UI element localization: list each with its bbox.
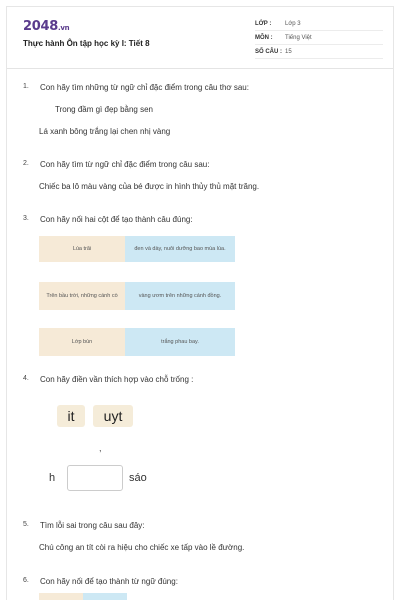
blank-suffix: sáo: [129, 472, 147, 484]
poem-line-2: Lá xanh bông trắng lại chen nhị vàng: [39, 127, 171, 136]
meta-subject: MÔN : Tiếng Việt: [255, 31, 383, 45]
match-right-3[interactable]: trắng phau bay.: [125, 328, 235, 356]
match-right-q6[interactable]: [83, 593, 127, 600]
meta-question-count: SỐ CÂU : 15: [255, 45, 383, 59]
page-title: Thực hành Ôn tập học kỳ I: Tiết 8: [23, 39, 150, 48]
tile-it[interactable]: it: [57, 405, 85, 427]
match-left-2[interactable]: Trên bầu trời, những cánh cò: [39, 282, 125, 310]
worksheet: 2048.vn Thực hành Ôn tập học kỳ I: Tiết 8 LỚP : Lớp 3 MÔN : Tiếng Việt SỐ CÂU : 15 1. Con hãy tìm những từ ngữ chỉ đặc điểm trong câu thơ sau: Trong đầm gì đẹp bằng sen Lá xanh bông trắng lại chen nhị vàng 2. Con hãy tìm từ ngữ chỉ đặc điểm trong câu sau: Chiếc ba lô màu vàng của bé được in hình thủy thủ mặt trăng. 3. Con hãy nối hai cột để tạo thành câu đúng: Lúa trãi đen và dày, nuôi dưỡng bao mùa lúa. Trên bầu trời, những cánh cò vàng ươm trên những cánh đồng. Lớp bùn trắng phau bay. 4. Con hãy điền vần thích hợp vào chỗ trống : it uyt , h sáo 5. Tìm lỗi sai trong câu sau đây: Chú công an tít còi ra hiệu cho chiếc xe tấp vào lề đường. 6. Con hãy nối để tạo thành từ ngữ đúng:: [6, 6, 394, 600]
logo: 2048.vn: [23, 19, 70, 34]
sentence-q5: Chú công an tít còi ra hiệu cho chiếc xe tấp vào lề đường.: [39, 543, 245, 552]
poem-line-1: Trong đầm gì đẹp bằng sen: [55, 105, 153, 114]
match-left-3[interactable]: Lớp bùn: [39, 328, 125, 356]
blank-input[interactable]: [67, 465, 123, 491]
match-right-1[interactable]: đen và dày, nuôi dưỡng bao mùa lúa.: [125, 236, 235, 262]
worksheet-header: [7, 7, 393, 69]
match-left-1[interactable]: Lúa trãi: [39, 236, 125, 262]
tile-uyt[interactable]: uyt: [93, 405, 133, 427]
match-left-q6[interactable]: [39, 593, 83, 600]
blank-prefix: h: [49, 472, 56, 484]
comma: ,: [99, 443, 102, 453]
match-right-2[interactable]: vàng ươm trên những cánh đồng.: [125, 282, 235, 310]
meta-class: LỚP : Lớp 3: [255, 17, 383, 31]
sentence-q2: Chiếc ba lô màu vàng của bé được in hình thủy thủ mặt trăng.: [39, 182, 260, 191]
